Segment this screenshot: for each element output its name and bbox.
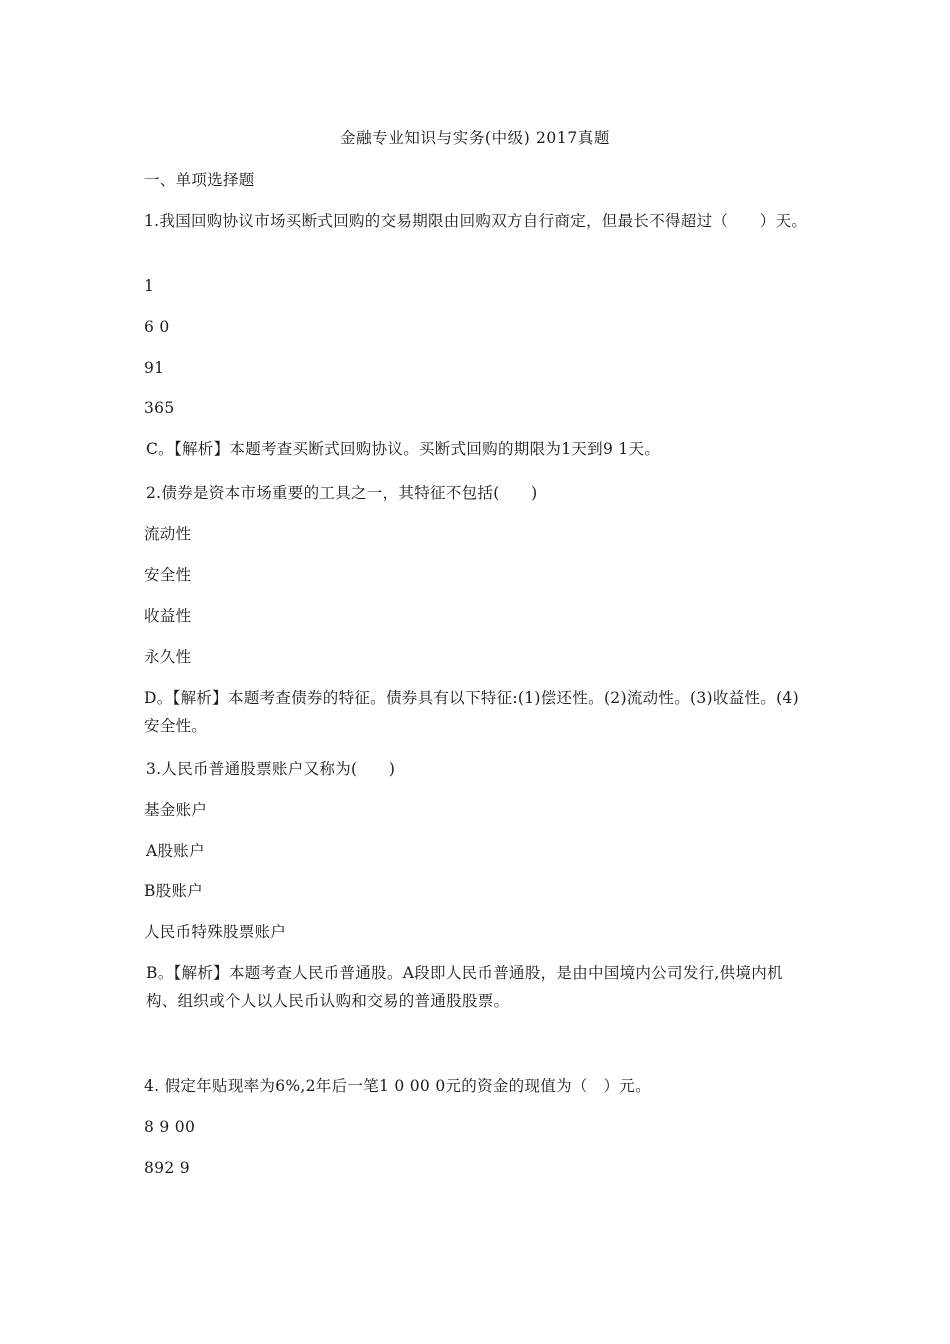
question-2-option: 流动性 xyxy=(144,525,192,543)
question-3-option: A股账户 xyxy=(146,842,205,860)
section-heading: 一、单项选择题 xyxy=(144,171,255,189)
question-1-option: 365 xyxy=(144,399,175,417)
question-2-option: 安全性 xyxy=(144,566,192,584)
question-1-option: 1 xyxy=(144,277,155,295)
question-1-answer: C。【解析】本题考查买断式回购协议。买断式回购的期限为1天到9 1天。 xyxy=(146,440,661,458)
question-3-option: 人民币特殊股票账户 xyxy=(144,923,287,941)
question-2-answer: D。【解析】本题考查债券的特征。债券具有以下特征:(1)偿还性。(2)流动性。(3)收益性。(4)安全性。 xyxy=(144,689,799,735)
question-3-answer: B。【解析】本题考查人民币普通股。A段即人民币普通股，是由中国境内公司发行,供境内机构、组织或个人以人民币认购和交易的普通股股票。 xyxy=(146,964,783,1010)
question-4-stem: 4. 假定年贴现率为6%,2年后一笔1 0 00 0元的资金的现值为（ ）元。 xyxy=(144,1077,651,1095)
question-4-option: 8 9 00 xyxy=(144,1118,196,1136)
question-1-option: 6 0 xyxy=(144,318,170,336)
question-3-option: B股账户 xyxy=(144,882,204,900)
question-4-option: 892 9 xyxy=(144,1159,190,1177)
question-1-option: 91 xyxy=(144,359,165,377)
question-1-stem: 1.我国回购协议市场买断式回购的交易期限由回购双方自行商定，但最长不得超过（ ）天。 xyxy=(144,212,808,230)
question-2-stem: 2.债券是资本市场重要的工具之一，其特征不包括( ) xyxy=(146,484,538,502)
document-title: 金融专业知识与实务(中级) 2017真题 xyxy=(340,129,610,147)
question-3-stem: 3.人民币普通股票账户又称为( ) xyxy=(146,760,396,778)
question-3-option: 基金账户 xyxy=(144,801,208,819)
question-2-option: 收益性 xyxy=(144,607,192,625)
question-2-option: 永久性 xyxy=(144,648,192,666)
